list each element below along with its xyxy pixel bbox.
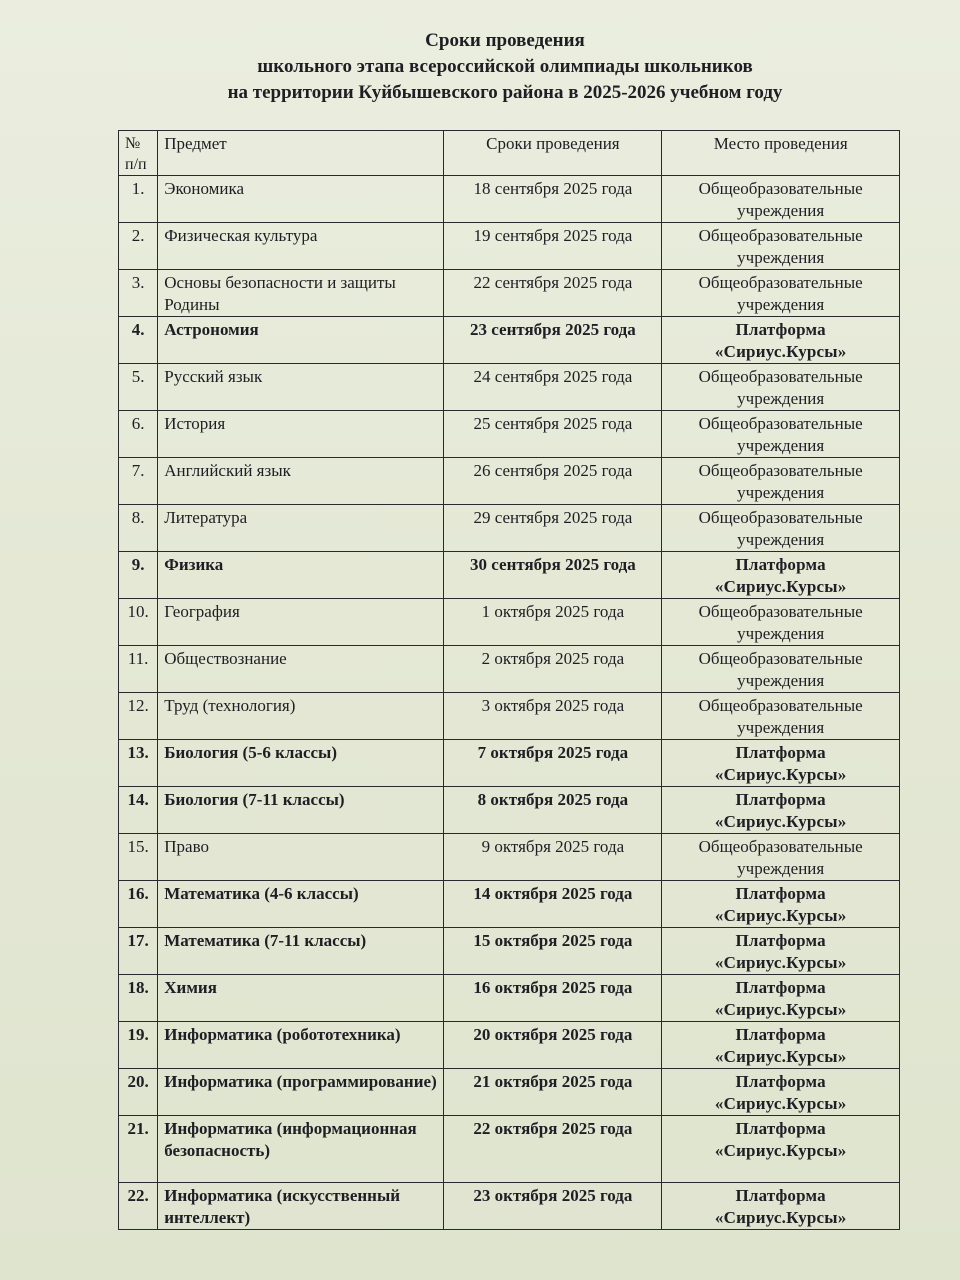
row-date: 23 сентября 2025 года: [444, 317, 662, 364]
row-date: 18 сентября 2025 года: [444, 176, 662, 223]
row-number: 10.: [119, 599, 158, 646]
table-row: [119, 928, 900, 975]
table-row: [119, 458, 900, 505]
row-number: 8.: [119, 505, 158, 552]
table-row: [119, 975, 900, 1022]
row-place: Общеобразовательные учреждения: [662, 458, 900, 505]
row-subject: Физическая культура: [158, 223, 444, 270]
row-place: Общеобразовательные учреждения: [662, 834, 900, 881]
row-subject: Информатика (робототехника): [158, 1022, 444, 1069]
document-title: [0, 28, 960, 106]
row-place: Платформа «Сириус.Курсы»: [662, 1022, 900, 1069]
row-date: 16 октября 2025 года: [444, 975, 662, 1022]
row-subject: Труд (технология): [158, 693, 444, 740]
row-place: Общеобразовательные учреждения: [662, 411, 900, 458]
row-date: 1 октября 2025 года: [444, 599, 662, 646]
table-row: [119, 317, 900, 364]
row-subject: География: [158, 599, 444, 646]
row-place: Общеобразовательные учреждения: [662, 599, 900, 646]
row-date: 14 октября 2025 года: [444, 881, 662, 928]
table-row: [119, 364, 900, 411]
row-date: 22 октября 2025 года: [444, 1116, 662, 1183]
row-number: 1.: [119, 176, 158, 223]
row-subject: Информатика (искусственный интеллект): [158, 1183, 444, 1230]
row-date: 26 сентября 2025 года: [444, 458, 662, 505]
table-row: [119, 1116, 900, 1183]
row-subject: Химия: [158, 975, 444, 1022]
row-subject: Литература: [158, 505, 444, 552]
row-date: 3 октября 2025 года: [444, 693, 662, 740]
row-number: 6.: [119, 411, 158, 458]
row-place: Общеобразовательные учреждения: [662, 693, 900, 740]
row-place: Общеобразовательные учреждения: [662, 646, 900, 693]
table-row: [119, 1069, 900, 1116]
row-number: 14.: [119, 787, 158, 834]
row-date: 20 октября 2025 года: [444, 1022, 662, 1069]
row-date: 22 сентября 2025 года: [444, 270, 662, 317]
row-date: 25 сентября 2025 года: [444, 411, 662, 458]
row-subject: Биология (5-6 классы): [158, 740, 444, 787]
table-row: [119, 834, 900, 881]
row-number: 20.: [119, 1069, 158, 1116]
row-place: Платформа «Сириус.Курсы»: [662, 1116, 900, 1183]
row-number: 17.: [119, 928, 158, 975]
row-subject: Информатика (программирование): [158, 1069, 444, 1116]
title-line-1: Сроки проведения: [425, 30, 585, 51]
row-number: 16.: [119, 881, 158, 928]
header-subject: Предмет: [158, 131, 444, 176]
row-number: 12.: [119, 693, 158, 740]
table-row: [119, 881, 900, 928]
table-row: [119, 599, 900, 646]
table-row: [119, 740, 900, 787]
table-row: [119, 176, 900, 223]
title-line-2: школьного этапа всероссийской олимпиады школьников: [257, 56, 753, 77]
row-place: Платформа «Сириус.Курсы»: [662, 928, 900, 975]
row-date: 15 октября 2025 года: [444, 928, 662, 975]
table-row: [119, 693, 900, 740]
row-place: Платформа «Сириус.Курсы»: [662, 1183, 900, 1230]
table-row: [119, 646, 900, 693]
row-place: Платформа «Сириус.Курсы»: [662, 975, 900, 1022]
row-subject: Обществознание: [158, 646, 444, 693]
row-place: Общеобразовательные учреждения: [662, 364, 900, 411]
row-number: 2.: [119, 223, 158, 270]
row-subject: Основы безопасности и защиты Родины: [158, 270, 444, 317]
row-number: 3.: [119, 270, 158, 317]
row-place: Платформа «Сириус.Курсы»: [662, 552, 900, 599]
olympiad-schedule-table: [118, 130, 900, 1230]
row-subject: Астрономия: [158, 317, 444, 364]
row-number: 5.: [119, 364, 158, 411]
row-date: 23 октября 2025 года: [444, 1183, 662, 1230]
row-date: 2 октября 2025 года: [444, 646, 662, 693]
row-place: Общеобразовательные учреждения: [662, 505, 900, 552]
row-date: 21 октября 2025 года: [444, 1069, 662, 1116]
table-row: [119, 270, 900, 317]
row-number: 21.: [119, 1116, 158, 1183]
row-place: Платформа «Сириус.Курсы»: [662, 740, 900, 787]
row-number: 13.: [119, 740, 158, 787]
row-date: 8 октября 2025 года: [444, 787, 662, 834]
row-number: 19.: [119, 1022, 158, 1069]
table-row: [119, 223, 900, 270]
row-place: Платформа «Сириус.Курсы»: [662, 317, 900, 364]
row-date: 7 октября 2025 года: [444, 740, 662, 787]
row-place: Платформа «Сириус.Курсы»: [662, 787, 900, 834]
row-number: 9.: [119, 552, 158, 599]
table-row: [119, 1022, 900, 1069]
header-num: № п/п: [119, 131, 158, 176]
row-number: 15.: [119, 834, 158, 881]
row-number: 11.: [119, 646, 158, 693]
row-subject: Русский язык: [158, 364, 444, 411]
row-place: Общеобразовательные учреждения: [662, 223, 900, 270]
title-line-3: на территории Куйбышевского района в 2025-2026 учебном году: [227, 82, 783, 103]
row-place: Общеобразовательные учреждения: [662, 176, 900, 223]
row-number: 4.: [119, 317, 158, 364]
table-row: [119, 787, 900, 834]
row-date: 30 сентября 2025 года: [444, 552, 662, 599]
row-subject: Математика (4-6 классы): [158, 881, 444, 928]
row-place: Общеобразовательные учреждения: [662, 270, 900, 317]
row-place: Платформа «Сириус.Курсы»: [662, 1069, 900, 1116]
row-subject: Математика (7-11 классы): [158, 928, 444, 975]
row-number: 7.: [119, 458, 158, 505]
row-subject: Экономика: [158, 176, 444, 223]
row-place: Платформа «Сириус.Курсы»: [662, 881, 900, 928]
row-date: 24 сентября 2025 года: [444, 364, 662, 411]
header-date: Сроки проведения: [444, 131, 662, 176]
header-place: Место проведения: [662, 131, 900, 176]
row-subject: Английский язык: [158, 458, 444, 505]
row-number: 18.: [119, 975, 158, 1022]
row-subject: Информатика (информационная безопасность): [158, 1116, 444, 1183]
row-number: 22.: [119, 1183, 158, 1230]
row-subject: Право: [158, 834, 444, 881]
table-row: [119, 505, 900, 552]
row-date: 29 сентября 2025 года: [444, 505, 662, 552]
row-subject: История: [158, 411, 444, 458]
table-header-row: [119, 131, 900, 176]
row-date: 9 октября 2025 года: [444, 834, 662, 881]
table-row: [119, 411, 900, 458]
table-row: [119, 552, 900, 599]
table-row: [119, 1183, 900, 1230]
row-subject: Биология (7-11 классы): [158, 787, 444, 834]
table-body: [119, 176, 900, 1230]
row-subject: Физика: [158, 552, 444, 599]
row-date: 19 сентября 2025 года: [444, 223, 662, 270]
